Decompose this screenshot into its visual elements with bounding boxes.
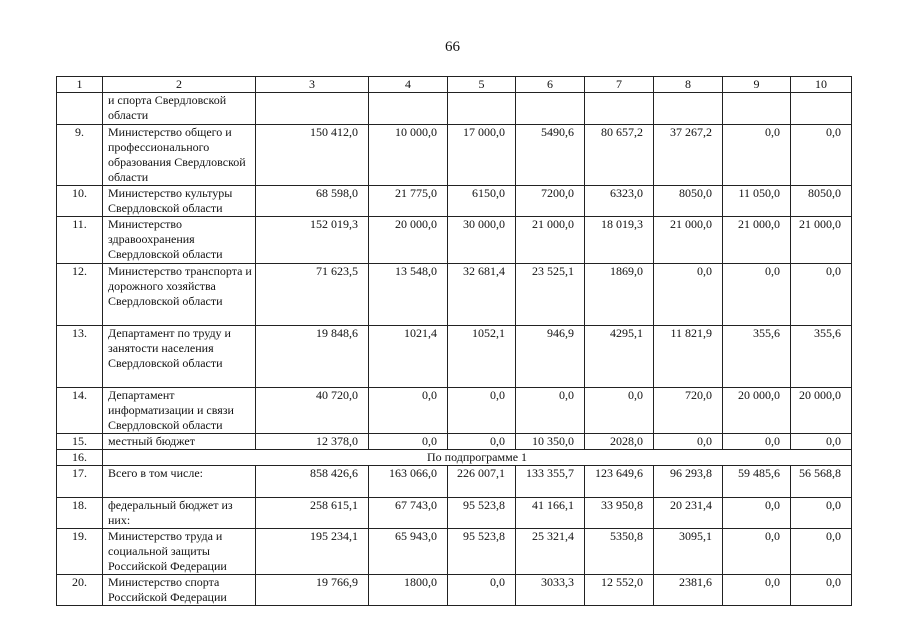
value-cell: 10 350,0 bbox=[516, 434, 585, 450]
value-cell bbox=[791, 93, 852, 125]
value-cell: 1052,1 bbox=[448, 326, 516, 388]
row-number: 11. bbox=[57, 217, 103, 264]
value-cell: 10 000,0 bbox=[369, 125, 448, 186]
value-cell: 0,0 bbox=[723, 529, 791, 575]
table-row bbox=[57, 186, 852, 217]
col-header: 6 bbox=[516, 77, 585, 93]
table-row bbox=[57, 498, 852, 529]
value-cell: 59 485,6 bbox=[723, 466, 791, 498]
value-cell: 858 426,6 bbox=[256, 466, 369, 498]
row-number: 9. bbox=[57, 125, 103, 186]
value-cell: 96 293,8 bbox=[654, 466, 723, 498]
row-number: 16. bbox=[57, 450, 103, 466]
col-header: 8 bbox=[654, 77, 723, 93]
value-cell: 0,0 bbox=[791, 125, 852, 186]
value-cell: 12 378,0 bbox=[256, 434, 369, 450]
value-cell: 133 355,7 bbox=[516, 466, 585, 498]
value-cell: 80 657,2 bbox=[585, 125, 654, 186]
value-cell: 13 548,0 bbox=[369, 264, 448, 326]
value-cell bbox=[654, 93, 723, 125]
value-cell: 0,0 bbox=[448, 388, 516, 434]
value-cell: 6150,0 bbox=[448, 186, 516, 217]
row-name: Министерство здравоохранения Свердловской области bbox=[103, 217, 256, 264]
value-cell: 0,0 bbox=[585, 388, 654, 434]
row-number: 10. bbox=[57, 186, 103, 217]
value-cell: 152 019,3 bbox=[256, 217, 369, 264]
col-header: 5 bbox=[448, 77, 516, 93]
value-cell: 1021,4 bbox=[369, 326, 448, 388]
col-header: 4 bbox=[369, 77, 448, 93]
column-number-row bbox=[57, 77, 852, 93]
row-name: Департамент информатизации и связи Свердловской области bbox=[103, 388, 256, 434]
row-name: Министерство культуры Свердловской области bbox=[103, 186, 256, 217]
value-cell: 12 552,0 bbox=[585, 575, 654, 606]
value-cell: 3095,1 bbox=[654, 529, 723, 575]
value-cell: 195 234,1 bbox=[256, 529, 369, 575]
value-cell: 5490,6 bbox=[516, 125, 585, 186]
value-cell: 71 623,5 bbox=[256, 264, 369, 326]
value-cell: 21 000,0 bbox=[791, 217, 852, 264]
value-cell bbox=[369, 93, 448, 125]
value-cell: 0,0 bbox=[448, 575, 516, 606]
col-header: 1 bbox=[57, 77, 103, 93]
value-cell: 6323,0 bbox=[585, 186, 654, 217]
value-cell: 20 000,0 bbox=[791, 388, 852, 434]
row-name: Министерство транспорта и дорожного хозяйства Свердловской области bbox=[103, 264, 256, 326]
value-cell: 20 231,4 bbox=[654, 498, 723, 529]
row-number: 15. bbox=[57, 434, 103, 450]
value-cell: 21 000,0 bbox=[654, 217, 723, 264]
row-name: Департамент по труду и занятости населения Свердловской области bbox=[103, 326, 256, 388]
value-cell: 0,0 bbox=[791, 529, 852, 575]
value-cell: 41 166,1 bbox=[516, 498, 585, 529]
row-number: 13. bbox=[57, 326, 103, 388]
value-cell: 8050,0 bbox=[654, 186, 723, 217]
value-cell: 0,0 bbox=[723, 498, 791, 529]
row-number: 12. bbox=[57, 264, 103, 326]
value-cell: 150 412,0 bbox=[256, 125, 369, 186]
row-number: 19. bbox=[57, 529, 103, 575]
value-cell: 17 000,0 bbox=[448, 125, 516, 186]
value-cell: 8050,0 bbox=[791, 186, 852, 217]
value-cell: 68 598,0 bbox=[256, 186, 369, 217]
col-header: 7 bbox=[585, 77, 654, 93]
value-cell bbox=[256, 93, 369, 125]
page-number: 66 bbox=[445, 39, 460, 55]
value-cell: 32 681,4 bbox=[448, 264, 516, 326]
value-cell: 226 007,1 bbox=[448, 466, 516, 498]
value-cell: 21 000,0 bbox=[723, 217, 791, 264]
value-cell: 3033,3 bbox=[516, 575, 585, 606]
value-cell: 23 525,1 bbox=[516, 264, 585, 326]
value-cell: 0,0 bbox=[791, 498, 852, 529]
value-cell bbox=[448, 93, 516, 125]
value-cell: 258 615,1 bbox=[256, 498, 369, 529]
value-cell: 40 720,0 bbox=[256, 388, 369, 434]
value-cell: 0,0 bbox=[723, 575, 791, 606]
value-cell: 7200,0 bbox=[516, 186, 585, 217]
value-cell: 95 523,8 bbox=[448, 498, 516, 529]
table-row bbox=[57, 326, 852, 388]
table-row bbox=[57, 264, 852, 326]
value-cell: 0,0 bbox=[369, 388, 448, 434]
row-number: 14. bbox=[57, 388, 103, 434]
table-row bbox=[57, 217, 852, 264]
value-cell: 0,0 bbox=[723, 434, 791, 450]
value-cell: 2381,6 bbox=[654, 575, 723, 606]
table-row bbox=[57, 93, 852, 125]
col-header: 3 bbox=[256, 77, 369, 93]
value-cell: 20 000,0 bbox=[723, 388, 791, 434]
value-cell: 0,0 bbox=[369, 434, 448, 450]
value-cell: 0,0 bbox=[516, 388, 585, 434]
value-cell bbox=[516, 93, 585, 125]
value-cell: 0,0 bbox=[791, 264, 852, 326]
row-number: 20. bbox=[57, 575, 103, 606]
row-name: федеральный бюджет из них: bbox=[103, 498, 256, 529]
value-cell bbox=[723, 93, 791, 125]
value-cell: 19 766,9 bbox=[256, 575, 369, 606]
value-cell: 1800,0 bbox=[369, 575, 448, 606]
value-cell: 11 050,0 bbox=[723, 186, 791, 217]
value-cell: 18 019,3 bbox=[585, 217, 654, 264]
value-cell: 33 950,8 bbox=[585, 498, 654, 529]
value-cell: 11 821,9 bbox=[654, 326, 723, 388]
value-cell: 355,6 bbox=[723, 326, 791, 388]
row-name: и спорта Свердловской области bbox=[103, 93, 256, 125]
value-cell: 0,0 bbox=[791, 434, 852, 450]
value-cell: 0,0 bbox=[654, 434, 723, 450]
value-cell: 946,9 bbox=[516, 326, 585, 388]
table-row bbox=[57, 388, 852, 434]
row-name: местный бюджет bbox=[103, 434, 256, 450]
col-header: 10 bbox=[791, 77, 852, 93]
value-cell: 720,0 bbox=[654, 388, 723, 434]
row-name: Министерство труда и социальной защиты Российской Федерации bbox=[103, 529, 256, 575]
value-cell: 56 568,8 bbox=[791, 466, 852, 498]
value-cell: 123 649,6 bbox=[585, 466, 654, 498]
value-cell: 19 848,6 bbox=[256, 326, 369, 388]
value-cell: 0,0 bbox=[448, 434, 516, 450]
value-cell: 355,6 bbox=[791, 326, 852, 388]
table-row bbox=[57, 434, 852, 450]
value-cell: 0,0 bbox=[723, 125, 791, 186]
row-name: Всего в том числе: bbox=[103, 466, 256, 498]
value-cell: 37 267,2 bbox=[654, 125, 723, 186]
value-cell: 67 743,0 bbox=[369, 498, 448, 529]
col-header: 2 bbox=[103, 77, 256, 93]
row-name: Министерство общего и профессионального образования Свердловской области bbox=[103, 125, 256, 186]
row-number: 18. bbox=[57, 498, 103, 529]
row-number: 17. bbox=[57, 466, 103, 498]
value-cell: 65 943,0 bbox=[369, 529, 448, 575]
row-number bbox=[57, 93, 103, 125]
row-name: Министерство спорта Российской Федерации bbox=[103, 575, 256, 606]
table-row bbox=[57, 125, 852, 186]
budget-table bbox=[56, 76, 852, 606]
value-cell: 0,0 bbox=[654, 264, 723, 326]
value-cell: 5350,8 bbox=[585, 529, 654, 575]
col-header: 9 bbox=[723, 77, 791, 93]
value-cell: 21 000,0 bbox=[516, 217, 585, 264]
table-row bbox=[57, 466, 852, 498]
value-cell: 30 000,0 bbox=[448, 217, 516, 264]
table-row bbox=[57, 450, 852, 466]
value-cell: 20 000,0 bbox=[369, 217, 448, 264]
table-row bbox=[57, 575, 852, 606]
value-cell: 95 523,8 bbox=[448, 529, 516, 575]
value-cell: 0,0 bbox=[723, 264, 791, 326]
table-row bbox=[57, 529, 852, 575]
value-cell: 163 066,0 bbox=[369, 466, 448, 498]
value-cell bbox=[585, 93, 654, 125]
value-cell: 21 775,0 bbox=[369, 186, 448, 217]
value-cell: 2028,0 bbox=[585, 434, 654, 450]
value-cell: 4295,1 bbox=[585, 326, 654, 388]
value-cell: 0,0 bbox=[791, 575, 852, 606]
section-heading: По подпрограмме 1 bbox=[103, 450, 852, 466]
value-cell: 1869,0 bbox=[585, 264, 654, 326]
value-cell: 25 321,4 bbox=[516, 529, 585, 575]
